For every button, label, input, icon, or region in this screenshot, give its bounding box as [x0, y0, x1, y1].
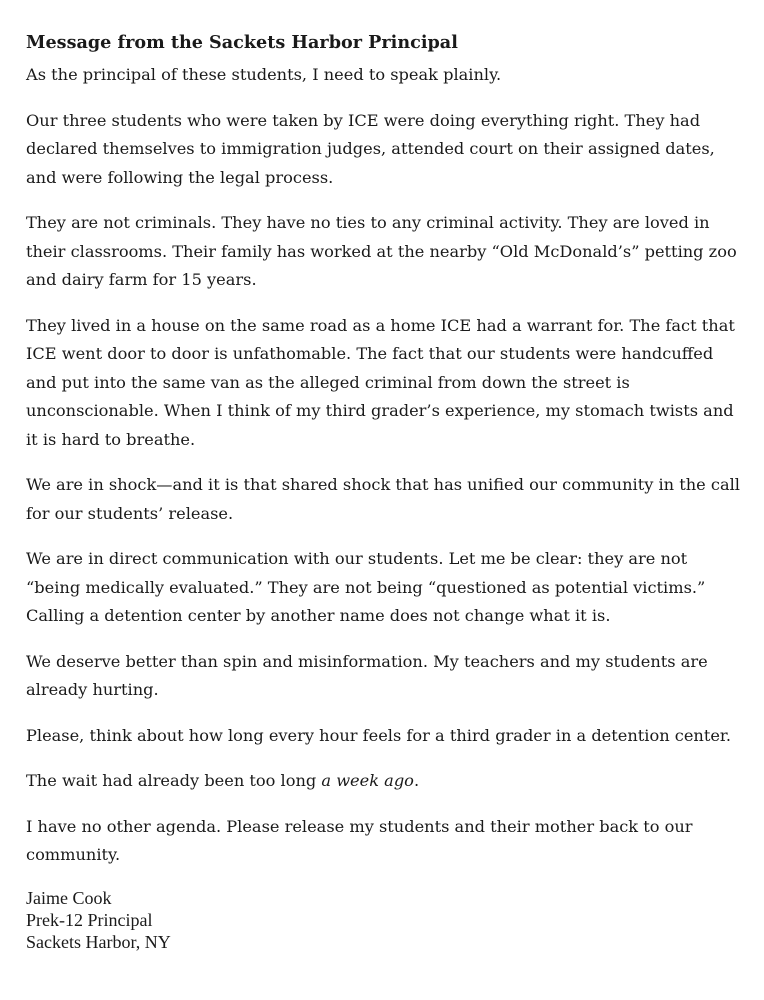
paragraph-line: it is hard to breathe. [26, 429, 196, 449]
paragraph-line [26, 767, 741, 796]
paragraph-line: Calling a detention center by another name does not change what it is. [26, 606, 611, 625]
wait-text-before: The wait had already been too long [26, 771, 322, 790]
paragraph-line: declared themselves to immigration judges, attended court on their assigned dates, [26, 139, 715, 158]
wait-text-after: . [413, 771, 420, 790]
paragraph-line: and put into the same van as the alleged criminal from down the street is [26, 372, 630, 392]
letter-page [26, 28, 741, 953]
paragraph-line: already hurting. [26, 680, 159, 699]
paragraph-1 [26, 61, 741, 90]
paragraph-line: They lived in a house on the same road as a home ICE had a warrant for. The fact that [26, 315, 735, 335]
paragraph-5 [26, 471, 741, 528]
paragraph-3 [26, 209, 741, 295]
paragraph-line: I have no other agenda. Please release my students and their mother back to our [26, 816, 693, 836]
paragraph-line: unconscionable. When I think of my third grader’s experience, my stomach twists and [26, 401, 734, 420]
paragraph-6 [26, 545, 741, 631]
letter-title: Message from the Sackets Harbor Principal [26, 32, 458, 53]
paragraph-line: We are in direct communication with our students. Let me be clear: they are not [26, 549, 688, 568]
paragraph-line: community. [26, 845, 121, 864]
paragraph-line: They are not criminals. They have no ties to any criminal activity. They are loved in [26, 213, 710, 232]
paragraph-line: ICE went door to door is unfathomable. The fact that our students were handcuffed [26, 344, 714, 363]
paragraph-line: and were following the legal process. [26, 167, 334, 187]
wait-emphasis: a week ago [321, 771, 414, 790]
paragraph-4 [26, 312, 741, 455]
signature-block [26, 887, 741, 953]
paragraph-line: We are in shock—and it is that shared shock that has unified our community in the call [26, 475, 740, 494]
paragraph-7 [26, 648, 741, 705]
paragraph-line: Our three students who were taken by ICE were doing everything right. They had [26, 110, 701, 130]
signature-location: Sackets Harbor, NY [26, 931, 171, 952]
paragraph-line: their classrooms. Their family has worked at the nearby “Old McDonald’s” petting zoo [26, 241, 737, 261]
signature-role: Prek-12 Principal [26, 909, 153, 930]
paragraph-wait [26, 767, 741, 796]
paragraph-line: As the principal of these students, I need to speak plainly. [26, 65, 502, 84]
paragraph-closing [26, 813, 741, 870]
paragraph-line: “being medically evaluated.” They are not being “questioned as potential victims.” [26, 577, 706, 597]
paragraph-line: We deserve better than spin and misinformation. My teachers and my students are [26, 651, 708, 671]
paragraph-2 [26, 107, 741, 193]
paragraph-8 [26, 722, 741, 751]
paragraph-line: and dairy farm for 15 years. [26, 270, 257, 289]
paragraph-line: Please, think about how long every hour feels for a third grader in a detention center. [26, 725, 732, 745]
signature-name: Jaime Cook [26, 887, 112, 908]
paragraph-line: for our students’ release. [26, 503, 234, 523]
